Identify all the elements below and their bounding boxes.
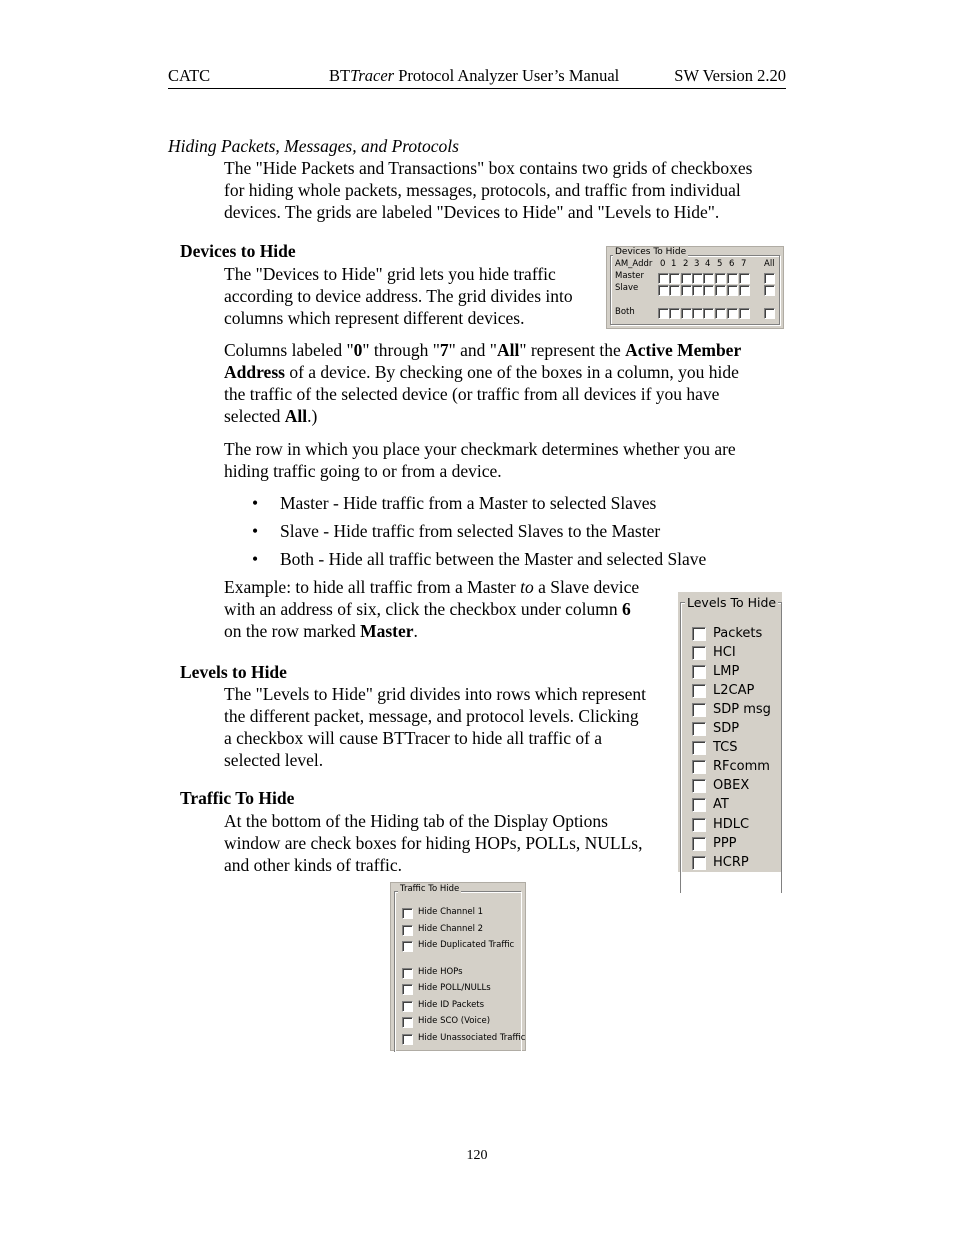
slave-checkbox-1[interactable] [669,285,680,296]
devices-para2 [224,339,794,427]
intro-line: The "Hide Packets and Transactions" box contains two grids of checkboxes [224,158,753,178]
levels-heading: Levels to Hide [180,662,287,682]
intro-line: devices. The grids are labeled "Devices to Hide" and "Levels to Hide". [224,202,720,222]
devices-heading: Devices to Hide [180,241,296,261]
para-line: window are check boxes for hiding HOPs, POLLs, NULLs, [224,833,643,853]
bullet-dot: • [252,493,259,513]
traffic-to-hide-panel [390,882,526,1051]
hide-poll-nulls-label: Hide POLL/NULLs [418,983,491,993]
header-center: BTTracer Protocol Analyzer User’s Manual [329,66,620,85]
hide-channel-1-checkbox[interactable] [402,908,413,919]
bullet-text: Slave - Hide traffic from selected Slaves to the Master [280,521,661,541]
master-checkbox-6[interactable] [727,273,738,284]
slave-checkbox-3[interactable] [692,285,703,296]
hide-unassociated-label: Hide Unassociated Traffic [418,1033,526,1043]
row-slave: Slave [615,283,639,293]
col-all: All [764,259,775,269]
slave-checkbox-6[interactable] [727,285,738,296]
both-checkbox-4[interactable] [703,308,714,319]
level-l2cap-label: L2CAP [713,683,755,698]
both-checkbox-0[interactable] [658,308,669,319]
col-5: 5 [717,259,723,269]
row-both: Both [615,307,635,317]
devices-para3 [224,438,794,482]
slave-checkbox-0[interactable] [658,285,669,296]
para-line: selected level. [224,750,324,770]
both-checkbox-3[interactable] [692,308,703,319]
col-3: 3 [694,259,700,269]
master-checkbox-2[interactable] [681,273,692,284]
devices-para1 [224,263,599,329]
both-checkbox-1[interactable] [669,308,680,319]
level-hci-checkbox[interactable] [692,646,706,660]
bullet-text: Both - Hide all traffic between the Master and selected Slave [280,549,707,569]
master-checkbox-4[interactable] [703,273,714,284]
para-line: according to device address. The grid divides into [224,286,573,306]
para-line: The "Levels to Hide" grid divides into rows which represent [224,684,647,704]
section-intro [224,157,794,223]
hide-unassociated-checkbox[interactable] [402,1034,413,1045]
para-line: The row in which you place your checkmark determines whether you are [224,439,736,459]
row-master: Master [615,271,645,281]
both-checkbox-7[interactable] [739,308,750,319]
levels-para [224,683,669,771]
para-line: At the bottom of the Hiding tab of the Display Options [224,811,608,831]
hide-hops-checkbox[interactable] [402,968,413,979]
both-checkbox-5[interactable] [715,308,726,319]
traffic-heading: Traffic To Hide [180,788,295,808]
level-hcrp-checkbox[interactable] [692,856,706,870]
para-line: hiding traffic going to or from a device. [224,461,502,481]
para-line: columns which represent different devices. [224,308,525,328]
intro-line: for hiding whole packets, messages, protocols, and traffic from individual [224,180,741,200]
hide-channel-1-label: Hide Channel 1 [418,907,484,917]
level-ppp-label: PPP [713,836,737,851]
levels-panel-title: Levels To Hide [687,595,777,610]
master-checkbox-5[interactable] [715,273,726,284]
hide-sco-label: Hide SCO (Voice) [418,1016,491,1026]
para-line: Address of a device. By checking one of the boxes in a column, you hide [224,362,739,382]
both-checkbox-6[interactable] [727,308,738,319]
devices-to-hide-panel [606,246,784,329]
level-tcs-label: TCS [713,740,738,755]
level-at-label: AT [713,797,729,812]
master-checkbox-7[interactable] [739,273,750,284]
para-line: the traffic of the selected device (or traffic from all devices if you have [224,384,720,404]
level-tcs-checkbox[interactable] [692,741,706,755]
traffic-panel-title: Traffic To Hide [400,884,460,894]
bullet-text: Master - Hide traffic from a Master to selected Slaves [280,493,657,513]
slave-checkbox-5[interactable] [715,285,726,296]
hide-hops-label: Hide HOPs [418,967,463,977]
slave-checkbox-4[interactable] [703,285,714,296]
level-hdlc-label: HDLC [713,817,750,832]
master-checkbox-all[interactable] [764,273,775,284]
traffic-para [224,810,669,876]
para-line: The "Devices to Hide" grid lets you hide traffic [224,264,556,284]
hide-channel-2-checkbox[interactable] [402,925,413,936]
para-line: Columns labeled "0" through "7" and "All" represent the Active Member [224,340,742,360]
col-2: 2 [683,259,689,269]
hide-channel-2-label: Hide Channel 2 [418,924,484,934]
col-7: 7 [741,259,747,269]
hide-poll-nulls-checkbox[interactable] [402,984,413,995]
level-hcrp-label: HCRP [713,855,749,870]
am-addr-label: AM_Addr [615,259,653,269]
header-right: SW Version 2.20 [674,66,786,85]
level-hdlc-checkbox[interactable] [692,818,706,832]
both-checkbox-all[interactable] [764,308,775,319]
level-lmp-label: LMP [713,664,740,679]
master-checkbox-1[interactable] [669,273,680,284]
level-ppp-checkbox[interactable] [692,837,706,851]
devices-panel-title: Devices To Hide [615,247,687,257]
col-6: 6 [729,259,735,269]
level-rfcomm-checkbox[interactable] [692,760,706,774]
level-lmp-checkbox[interactable] [692,665,706,679]
slave-checkbox-all[interactable] [764,285,775,296]
example-para [224,576,669,642]
para-line: on the row marked Master. [224,621,418,641]
slave-checkbox-2[interactable] [681,285,692,296]
para-line: selected All.) [224,406,318,426]
level-packets-checkbox[interactable] [692,627,706,641]
level-sdp-checkbox[interactable] [692,722,706,736]
level-obex-checkbox[interactable] [692,779,706,793]
level-at-checkbox[interactable] [692,798,706,812]
both-checkbox-2[interactable] [681,308,692,319]
level-sdp-msg-checkbox[interactable] [692,703,706,717]
bullet-dot: • [252,521,259,541]
level-rfcomm-label: RFcomm [713,759,770,774]
para-line: and other kinds of traffic. [224,855,403,875]
level-packets-label: Packets [713,626,763,641]
level-hci-label: HCI [713,645,736,660]
col-0: 0 [660,259,666,269]
hide-id-packets-checkbox[interactable] [402,1001,413,1012]
hide-duplicated-checkbox[interactable] [402,941,413,952]
header-left: CATC [168,66,211,85]
level-sdp-label: SDP [713,721,740,736]
col-4: 4 [705,259,711,269]
para-line: Example: to hide all traffic from a Master to a Slave device [224,577,640,597]
levels-to-hide-panel [678,592,782,872]
level-l2cap-checkbox[interactable] [692,684,706,698]
section-title: Hiding Packets, Messages, and Protocols [168,136,459,156]
hide-id-packets-label: Hide ID Packets [418,1000,485,1010]
para-line: with an address of six, click the checkbox under column 6 [224,599,631,619]
col-1: 1 [671,259,677,269]
level-obex-label: OBEX [713,778,750,793]
master-checkbox-3[interactable] [692,273,703,284]
page-header [168,66,786,89]
hide-sco-checkbox[interactable] [402,1017,413,1028]
bullet-dot: • [252,549,259,569]
master-checkbox-0[interactable] [658,273,669,284]
para-line: the different packet, message, and protocol levels. Clicking [224,706,639,726]
page-number: 120 [466,1148,488,1163]
hide-duplicated-label: Hide Duplicated Traffic [418,940,515,950]
slave-checkbox-7[interactable] [739,285,750,296]
para-line: a checkbox will cause BTTracer to hide all traffic of a [224,728,603,748]
level-sdp-msg-label: SDP msg [713,702,771,717]
